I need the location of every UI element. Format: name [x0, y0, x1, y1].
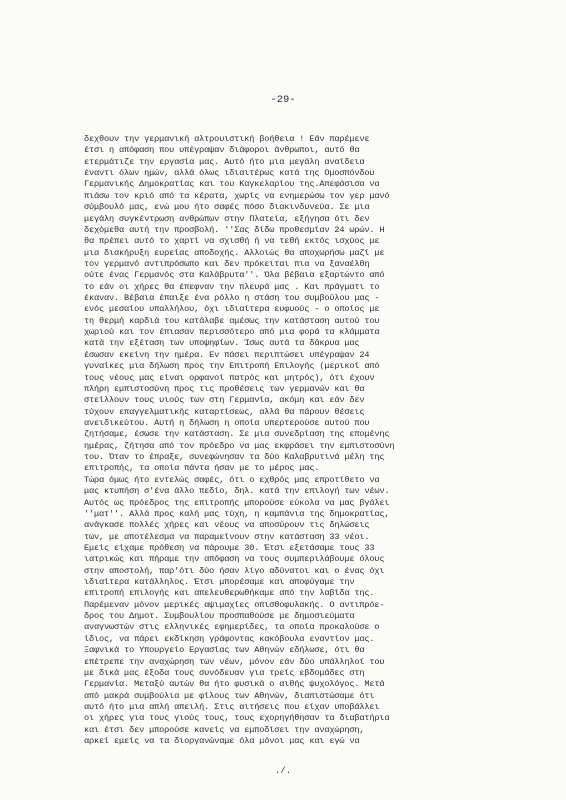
text-line: αρκεί εμείς να τα διοργανώναμε όλα μόνοι μας και εγώ να — [84, 736, 360, 747]
text-line: οι χήρες για τους γιούς τους, τους εχορηγήθησαν τα διαβατήρια — [84, 713, 390, 724]
text-line: Γερμανία. Μεταξύ αυτών θα ήτο φυσικά ο αιθής ψυχολόγος. Μετά — [84, 679, 385, 690]
text-line: αναγνωστών στις ελληνικές εφημερίδες, τα οποία προκαλούσε ο — [84, 622, 380, 633]
body-text — [84, 134, 504, 747]
text-line: δεχόμεθα αυτή την προσβολή. ''Σας δίδω προθεσμίαν 24 ωρών. Η — [84, 224, 385, 235]
text-line: ζητήσαμε, έσωσε την κατάσταση. Σε μια συνεδρίαση της επομένης — [84, 429, 390, 440]
text-line: έσωσαν εκείνη την ημέρα. Εν πάσει περιπτώσει υπέγραψαν 24 — [84, 349, 370, 360]
text-line: μια διακήρυξη ευρείας αποδοχής. Αλλοιώς θα αποχωρήσω μαζί με — [84, 247, 385, 258]
text-line: και έτσι δεν μπορούσε κανείς να εμποδίσει την αναχώρηση, — [84, 724, 365, 735]
text-line: επιτροπή επιλογής και απελευθερωθήκαμε από την λαβίδα της. — [84, 588, 375, 599]
text-line: στην αποστολή, παρ'ότι δύο ήσαν λίγο αδύνατοι και ο ένας όχι — [84, 565, 385, 576]
text-line: επιτροπής, τα οποία πάντα ήσαν με το μέρος μας. — [84, 463, 320, 474]
text-line: δεχθουν την γερμανική αλτρουιστική βοήθεια ! Εάν παρέμενε — [84, 134, 370, 144]
text-line: των, με αποτέλεσμα να παραμείνουν στην κατάσταση 33 νέοι. — [84, 531, 370, 542]
text-line: ίδιος, να πάρει εκδίκηση γράφοντας κακόβουλα εναντίον μας. — [84, 633, 375, 644]
text-line: τη θερμή καρδιά του κατάλαβε αμέσως την κατάσταση αυτού του — [84, 315, 380, 326]
text-line: πλήρη εμπιστοσύνη προς τις προθέσεις των γερμανών και θα — [84, 383, 365, 394]
text-line: μεγάλη συγκέντρωση ανθρώπων στην Πλατεία, εξήγησα ότι δεν — [84, 213, 370, 224]
text-line: αυτό ήτο μια απλή απειλή. Στις αιτήσεις που είχαν υποβάλλει — [84, 701, 380, 712]
text-line: τους νέους μας είναι ορφανοί πατρός και μητρός), ότι έχουν — [84, 372, 375, 383]
text-line: Γερμανικής Δημοκρατίας και του Καγκελαρίου της.Απεφάσισα να — [84, 179, 380, 190]
text-line: από μακρά συμβούλια με φίλους των Αθηνών, διαπιστώσαμε ότι — [84, 690, 375, 701]
text-line: έτσι η απόφαση που υπέγραψαν διάφοροι άνθρωποι, αυτό θα — [84, 145, 360, 156]
text-line: έκαναν. Βέβαια έπαιξε ένα ρόλλο η στάση του συμβούλου μας - — [84, 293, 380, 304]
text-line: κατά την εξέταση των υποψηφίων. Ίσως αυτά τα δάκρυα μας — [84, 338, 360, 349]
text-line: του. Όταν το έπραξε, συνεφώνησαν τα δύο Καλαβρυτινά μέλη της — [84, 452, 385, 463]
text-line: Ξαφνικά το Υπουργείο Εργασίας των Αθηνών εδήλωσε, ότι θα — [84, 645, 365, 656]
text-line: έναντι όλων ημών, αλλά όλως ιδιαιτέρως κατά της Ομοσπόνδου — [84, 168, 375, 179]
text-line: Παρέμεναν μόνον μερικές αψιμαχίες οπισθοφυλακής. Ο αντιπρόε- — [84, 599, 385, 610]
text-line: ''ματ''. Αλλά προς καλή μας τύχη, η καμπάνια της δημοκρατίας, — [84, 508, 390, 519]
text-line: ανειδικεύτου. Αυτή η δήλωση η οποία υπερτερούσε αυτού που — [84, 417, 370, 428]
text-line: θα πρέπει αυτό το χαρτί να σχισθή ή να τεθή εκτός ισχύος με — [84, 236, 380, 247]
text-line: ούτε ένας Γερμανός στα Καλάβρυτα''. Όλα βέβαια εξαρτώντο από — [84, 270, 385, 281]
text-line: χωριού και τον έπιασαν περισσότερο από μια φορά τα κλάμματα — [84, 327, 380, 338]
text-line: στείλλουν τους υιούς των στη Γερμανία, ακόμη και εάν δεν — [84, 395, 365, 406]
text-line: με δικά μας έξοδα τους συνόδευαν για τρείς εβδομάδες στη — [84, 667, 365, 678]
text-line: δρος του Δημοτ. Συμβουλίου προσπαθούσε με δημοσιεύματα — [84, 611, 355, 622]
text-line: τύχουν επαγγελματικής καταρτίσεως, αλλά θα πάρουν θέσεις — [84, 406, 365, 417]
text-line: Αυτός ως πρόεδρος της επιτροπής μπορούσε εύκολα να μας βγάλει — [84, 497, 390, 508]
text-line: μας κτυπήση σ'ένα άλλο πεδίο, δηλ. κατά την επιλογή των νέων. — [84, 486, 390, 497]
text-line: το εάν οι χήρες θα έπεφναν την πλευρά μας . Και πράγματι το — [84, 281, 380, 292]
text-line: τον γερμανό αντιπρόσωπο και δεν πρόκειται πια να ξαναέλθη — [84, 258, 370, 269]
continuation-mark: ./. — [274, 766, 292, 776]
text-line: επέτρεπε την αναχώρηση των νέων, μόνον εάν δύο υπάλληλοί του — [84, 656, 385, 667]
text-line: ανάγκασε πολλές χήρες και νέους να αποσύρουν τις δηλώσεις — [84, 520, 370, 531]
text-line: Τώρα όμως ήτο εντελώς σαφές, ότι ο εχθρός μας επρoτίθετο να — [84, 474, 380, 485]
text-line: ιδιαίτερα κατάλληλος. Έτσι μπορέσαμε και αποφύγαμε την — [84, 577, 355, 588]
text-line: ετερμάτιζε την εργασία μας. Αυτό ήτο μια μεγάλη αναίδεια — [84, 156, 365, 167]
text-line: Εμείς είχαμε πρόθεση να πάρουμε 30. Έτσι εξετάσαμε τους 33 — [84, 542, 375, 553]
page-number: -29- — [270, 94, 296, 106]
text-line: γυναίκες μια δήλωση προς την Επιτροπή Επιλογής (μερικοί από — [84, 361, 380, 372]
text-line: ιατρικώς και πήραμε την απόφαση να τους συμπεριλάβουμε όλους — [84, 554, 385, 565]
text-line: ημέρας, ζήτησα από τον πρόεδρο να μας εκφράσει την εμπιστοσύνη — [84, 440, 395, 451]
text-line: πιάσω τον κριό από τα κέρατα, χωρίς να ενημερώσω τον γερ μανό — [84, 190, 390, 201]
text-line: ενός μεσαίου υπαλλήλου, όχι ιδιαίτερα ευφυούς - ο οποίος με — [84, 304, 380, 315]
text-line: σύμβουλό μας, ενώ μου ήτο σαφές πόσο διακινδυνεύα. Σε μια — [84, 202, 370, 213]
